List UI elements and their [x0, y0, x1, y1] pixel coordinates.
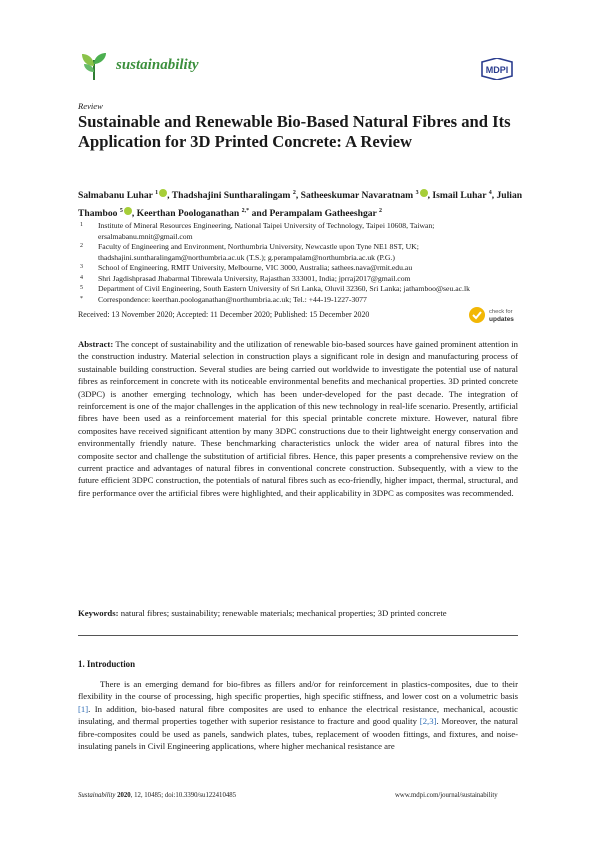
affiliation-item — [78, 221, 523, 242]
abstract — [78, 338, 518, 499]
affiliation-number: 5 — [80, 285, 83, 291]
author-list — [78, 186, 528, 221]
author-separator: , — [167, 190, 172, 202]
affiliation-text: School of Engineering, RMIT University, Melbourne, VIC 3000, Australia; sathees.nava@rmit.edu.au — [98, 263, 413, 272]
author-name: Thadshajini Suntharalingam — [171, 190, 293, 202]
author-affiliation-mark: 4 — [488, 190, 492, 196]
affiliation-number: 4 — [80, 274, 83, 281]
author-affiliation-mark: 3 — [415, 190, 419, 196]
affiliation-text: Faculty of Engineering and Environment, Northumbria University, Newcastle upon Tyne NE1 8ST, UK; thadshajini.suntharalingam@northumbria.ac.uk (T.S.); g.perampalam@northumbria.ac.uk (P.G.) — [98, 242, 419, 262]
author-separator: , — [491, 190, 497, 202]
author-separator: , — [427, 190, 433, 202]
affiliation-text: Institute of Mineral Resources Engineering, National Taipei University of Technology, Taipei 10608, Taiwan; ersalmabanu.mnit@gmail.com — [98, 221, 435, 241]
orcid-icon[interactable] — [124, 207, 132, 215]
footer-doi: , 12, 10485; doi:10.3390/su122410485 — [130, 792, 237, 799]
footer-journal: Sustainability — [78, 792, 116, 799]
affiliation-text: Shri Jagdishprasad Jhabarmal Tibrewala University, Rajasthan 333001, India; jprraj2017@gmail.com — [98, 273, 411, 283]
citation-link[interactable]: [2,3] — [419, 716, 437, 727]
check-for-updates-button[interactable] — [468, 305, 528, 325]
affiliation-number: * — [80, 295, 83, 302]
orcid-icon[interactable] — [159, 189, 167, 197]
affiliation-number: 2 — [80, 243, 83, 249]
affiliations — [78, 221, 523, 305]
keywords — [78, 607, 518, 619]
abstract-label: Abstract: — [78, 339, 114, 349]
affiliation-number: 1 — [80, 222, 83, 228]
footer-year: 2020 — [117, 792, 131, 799]
updates-label: updates — [489, 316, 514, 323]
affiliation-text: Correspondence: keerthan.poologanathan@northumbria.ac.uk; Tel.: +44-19-1227-3077 — [98, 294, 367, 304]
affiliation-item — [78, 242, 523, 263]
affiliation-number: 3 — [80, 264, 83, 270]
journal-logo-icon — [78, 50, 110, 82]
author-name: Ismail Luhar — [432, 190, 489, 202]
mdpi-logo-icon[interactable] — [478, 58, 516, 80]
article-title: Sustainable and Renewable Bio-Based Natural Fibres and Its Application for 3D Printed Concrete: A Review — [78, 112, 511, 151]
author-separator: , — [131, 207, 137, 219]
section-divider — [78, 635, 518, 636]
article-type: Review — [78, 101, 103, 111]
mdpi-logo-text: MDPI — [485, 65, 509, 75]
citation-link[interactable]: [1] — [78, 703, 89, 714]
journal-name[interactable]: sustainability — [116, 57, 199, 73]
author-name: Perampalam Gatheeshgar — [269, 207, 380, 219]
author-name: Satheeskumar Navaratnam — [300, 190, 416, 202]
affiliation-item — [78, 274, 523, 285]
intro-text-3: . Moreover, the natural fibre-composites could be used as panels, sandwich plates, tubes, replacement of wooden fittings, and fixtures, and noise-insulating panels in Civil Engineering applications, where higher mechanical resistance are — [78, 716, 518, 752]
author-affiliation-mark: 2,* — [241, 207, 250, 214]
author-affiliation-mark: 1 — [155, 190, 159, 196]
affiliation-text: Department of Civil Engineering, South Eastern University of Sri Lanka, Oluvil 32360, Sri Lanka; jathamboo@seu.ac.lk — [98, 284, 470, 293]
intro-text-1: There is an emerging demand for bio-fibres as fillers and/or for reinforcement in plastics-composites, due to their flexibility in the course of processing, high specific properties, high specific stiffness, and lower cost on a volumetric basis — [78, 679, 518, 702]
section-heading: 1. Introduction — [78, 659, 136, 669]
abstract-text: The concept of sustainability and the utilization of renewable bio-based sources have gained prominent attention in the construction industry. Material selection in construction plays a significant role in design and manufacturing process of sustainable building construction. Several studies are being carried out worldwide to investigate the potential use of natural fibres as reinforcement in concrete with its noticeable environmental benefits and mechanical properties. 3D printed concrete (3DPC) is another emerging technology, which has been under-developed for the past decade. The integration of reinforcement is one of the major challenges in the application of this new technology in real-life scenario. Presently, artificial fibres have been used as a reinforcement material for this special printable concrete mixture. However, natural fibre composites have received significant attention by many 3DPC constructions due to their lightweight energy conservation and environmentally friendly nature. These benchmarking characteristics unlock the wider area of natural fibres into the composite sector and challenge the substitution of artificial fibres. Hence, this paper presents a comprehensive review on the current practice and advantages of natural fibres in conventional concrete construction. Subsequently, with a view to the future efficient 3DPC construction, the potentials of natural fibres such as eco-friendly, higher impact, thermal, structural, and fire performance over the artificial fibres were highlighted, and their applicability in 3DPC as composites was recommended. — [78, 339, 519, 498]
author-affiliation-mark: 2 — [379, 207, 383, 214]
footer-citation — [78, 792, 236, 799]
author-separator: and — [249, 207, 270, 219]
author-name: Salmabanu Luhar — [78, 190, 156, 202]
keywords-label: Keywords: — [78, 608, 119, 618]
intro-text-2: . In addition, bio-based natural fibre composites are used to enhance the electrical resistance, mechanical, acoustic insulating, and thermal properties together with superior resistance to fracture and good quality — [78, 703, 518, 727]
introduction-paragraph — [78, 678, 518, 752]
author-affiliation-mark: 5 — [119, 207, 123, 214]
footer-url[interactable]: www.mdpi.com/journal/sustainability — [395, 792, 498, 799]
publication-dates: Received: 13 November 2020; Accepted: 11 December 2020; Published: 15 December 2020 — [78, 310, 370, 319]
affiliation-item — [78, 263, 523, 274]
keywords-text: natural fibres; sustainability; renewable materials; mechanical properties; 3D printed concrete — [120, 608, 447, 618]
affiliation-item — [78, 284, 523, 295]
author-separator: , — [295, 190, 301, 202]
author-name: Keerthan Poologanathan — [136, 207, 242, 219]
orcid-icon[interactable] — [420, 189, 428, 197]
author-affiliation-mark: 2 — [292, 190, 296, 196]
author-name: Julian Thamboo — [78, 190, 523, 219]
check-for-label: check for — [489, 309, 513, 315]
affiliation-item — [78, 295, 523, 306]
